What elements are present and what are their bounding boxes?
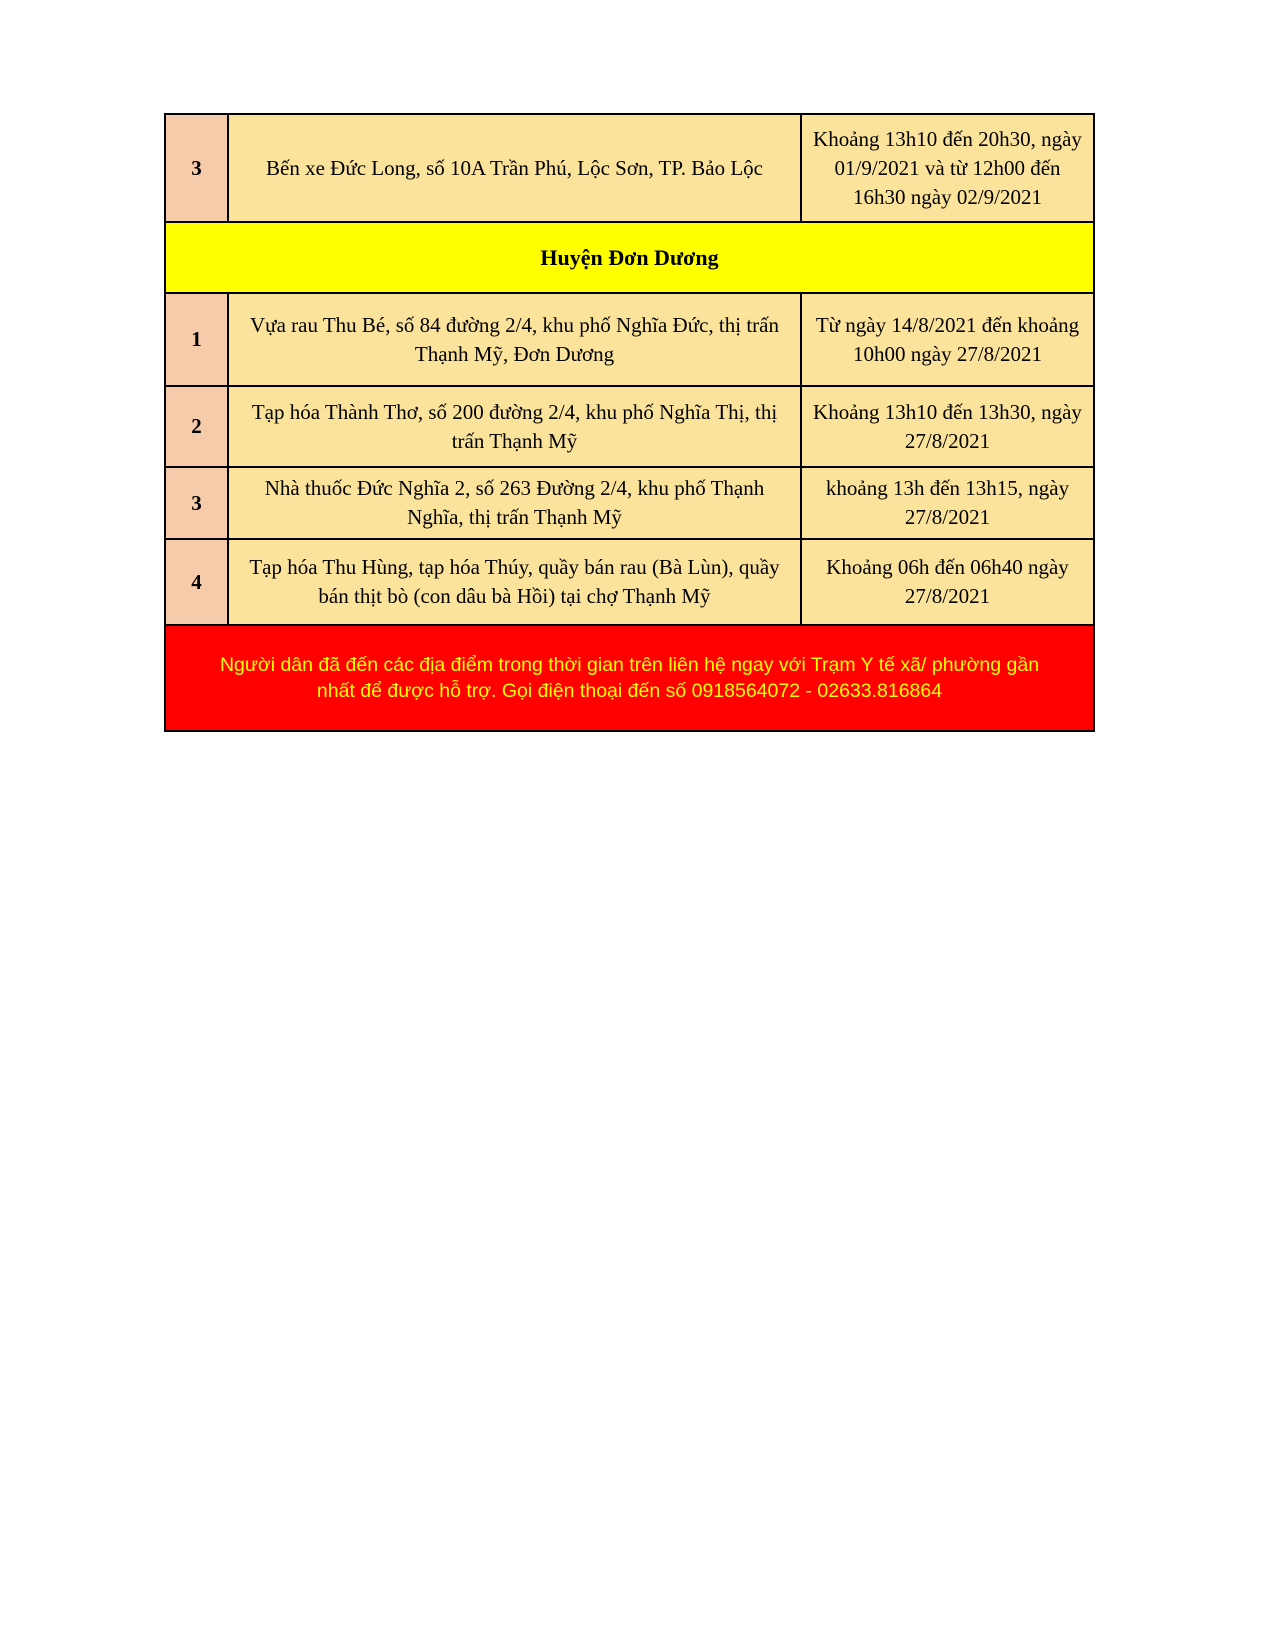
- time-cell: khoảng 13h đến 13h15, ngày 27/8/2021: [801, 467, 1094, 539]
- table-row: [165, 114, 1094, 222]
- location-cell: Vựa rau Thu Bé, số 84 đường 2/4, khu phố Nghĩa Đức, thị trấn Thạnh Mỹ, Đơn Dương: [228, 293, 801, 386]
- time-cell: Khoảng 13h10 đến 20h30, ngày 01/9/2021 và từ 12h00 đến 16h30 ngày 02/9/2021: [801, 114, 1094, 222]
- exposure-locations-table: [164, 113, 1095, 732]
- notice-row: [165, 625, 1094, 731]
- table-row: [165, 386, 1094, 467]
- contact-notice: Người dân đã đến các địa điểm trong thời gian trên liên hệ ngay với Trạm Y tế xã/ phường gần nhất để được hỗ trợ. Gọi điện thoại đến số 0918564072 - 02633.816864: [165, 625, 1094, 731]
- table-row: [165, 467, 1094, 539]
- section-title: Huyện Đơn Dương: [165, 222, 1094, 293]
- time-cell: Khoảng 13h10 đến 13h30, ngày 27/8/2021: [801, 386, 1094, 467]
- section-header-row: [165, 222, 1094, 293]
- time-cell: Khoảng 06h đến 06h40 ngày 27/8/2021: [801, 539, 1094, 625]
- table-row: [165, 539, 1094, 625]
- row-number: 3: [165, 114, 228, 222]
- row-number: 2: [165, 386, 228, 467]
- location-cell: Tạp hóa Thu Hùng, tạp hóa Thúy, quầy bán rau (Bà Lùn), quầy bán thịt bò (con dâu bà Hồi) tại chợ Thạnh Mỹ: [228, 539, 801, 625]
- time-cell: Từ ngày 14/8/2021 đến khoảng 10h00 ngày 27/8/2021: [801, 293, 1094, 386]
- row-number: 3: [165, 467, 228, 539]
- location-cell: Nhà thuốc Đức Nghĩa 2, số 263 Đường 2/4, khu phố Thạnh Nghĩa, thị trấn Thạnh Mỹ: [228, 467, 801, 539]
- row-number: 1: [165, 293, 228, 386]
- location-cell: Tạp hóa Thành Thơ, số 200 đường 2/4, khu phố Nghĩa Thị, thị trấn Thạnh Mỹ: [228, 386, 801, 467]
- row-number: 4: [165, 539, 228, 625]
- location-cell: Bến xe Đức Long, số 10A Trần Phú, Lộc Sơn, TP. Bảo Lộc: [228, 114, 801, 222]
- table-row: [165, 293, 1094, 386]
